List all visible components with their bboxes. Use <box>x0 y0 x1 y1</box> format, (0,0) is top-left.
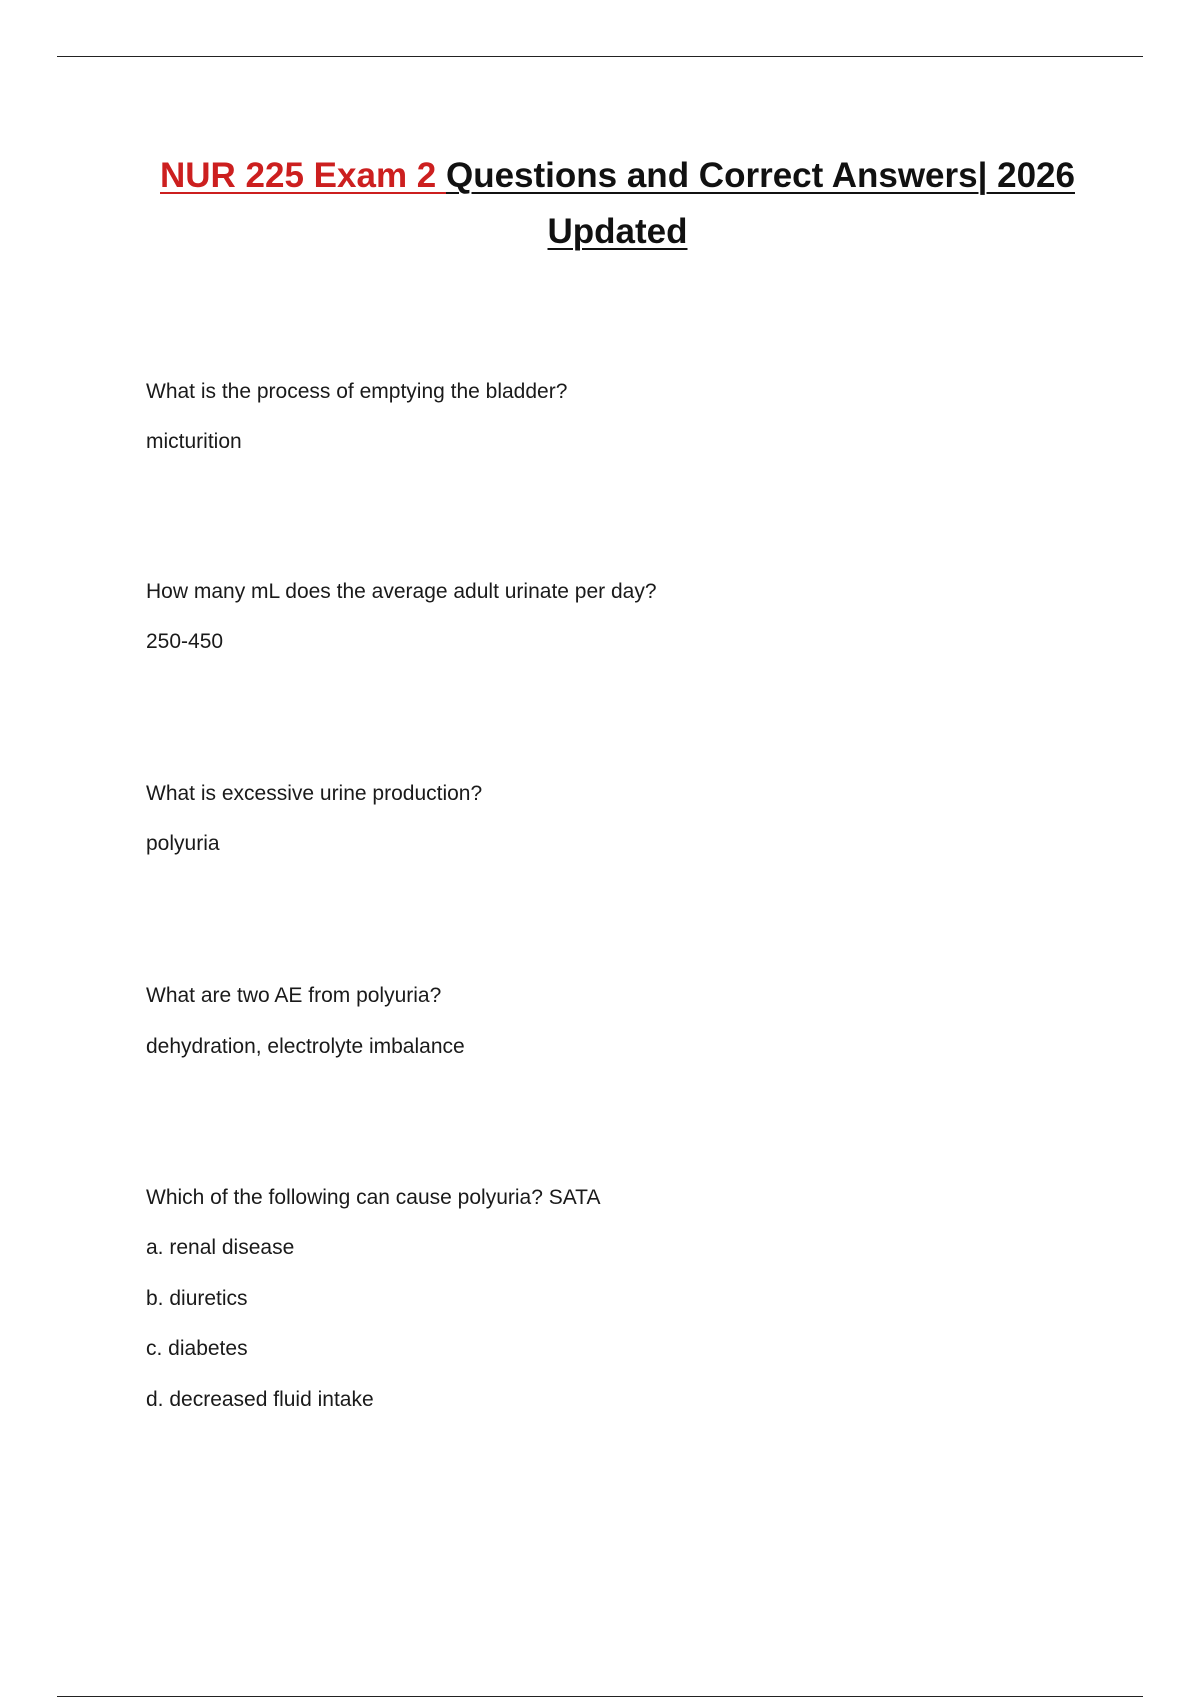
question-text: What is the process of emptying the bladder? <box>146 380 568 403</box>
question-text: What is excessive urine production? <box>146 782 483 805</box>
answer-text: 250-450 <box>146 630 224 653</box>
question-text: What are two AE from polyuria? <box>146 984 442 1007</box>
title-course-code: NUR 225 Exam 2 <box>160 156 446 195</box>
option-text: a. renal disease <box>146 1236 295 1259</box>
answer-text: micturition <box>146 430 242 453</box>
title-text: Questions and Correct Answers| 2026 Updated <box>445 156 1075 251</box>
option-text: d. decreased fluid intake <box>146 1388 374 1411</box>
option-text: c. diabetes <box>146 1337 248 1360</box>
option-text: b. diuretics <box>146 1287 248 1310</box>
answer-text: dehydration, electrolyte imbalance <box>146 1035 465 1058</box>
document-title <box>140 148 1095 260</box>
question-text: How many mL does the average adult urinate per day? <box>146 580 657 603</box>
answer-text: polyuria <box>146 832 220 855</box>
question-text: Which of the following can cause polyuria? SATA <box>146 1186 601 1209</box>
top-divider <box>57 56 1143 57</box>
bottom-divider <box>57 1696 1143 1697</box>
